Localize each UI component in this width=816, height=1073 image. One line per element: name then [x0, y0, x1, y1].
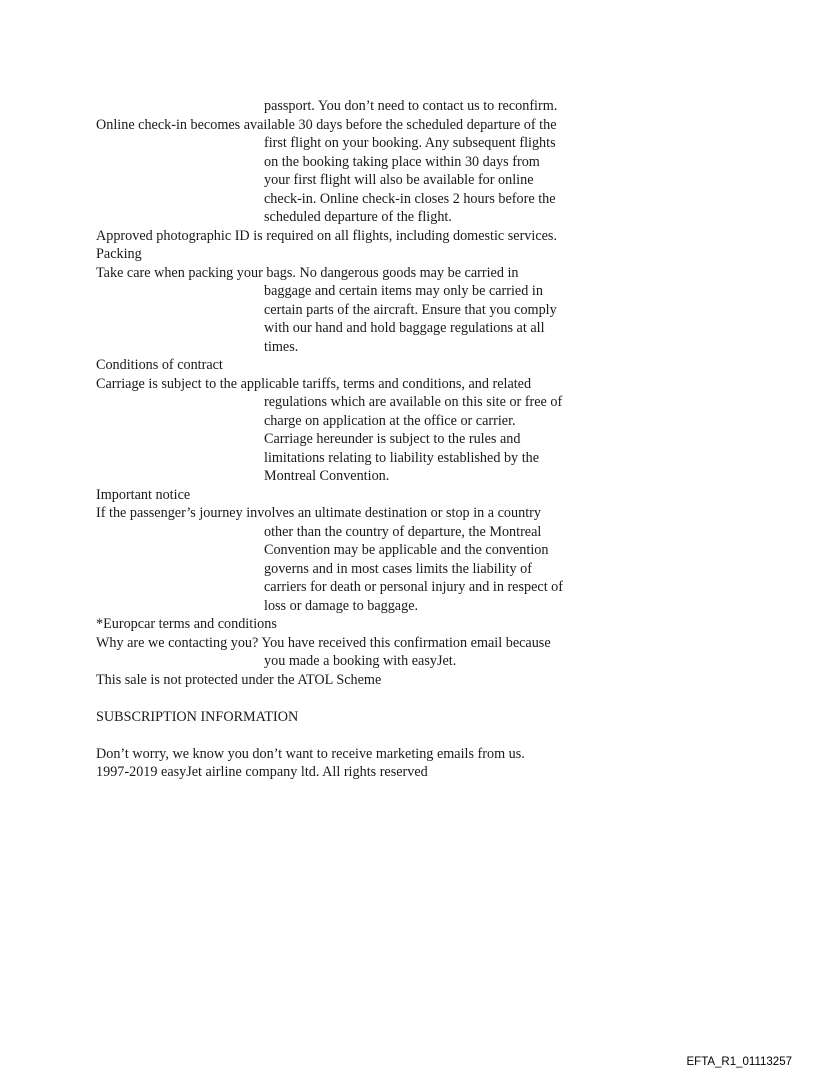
packing-paragraph: Take care when packing your bags. No dangerous goods may be carried in baggage and certain items may only be carried in certain parts of the aircraft. Ensure that you comply with our hand and hold baggage regulations at all times.	[96, 264, 557, 355]
document-body	[96, 97, 566, 782]
important-notice-paragraph: If the passenger’s journey involves an ultimate destination or stop in a country other than the country of departure, the Montreal Convention may be applicable and the convention governs and in most cases limits the liability of carriers for death or personal injury and in respect of loss or damage to baggage.	[96, 505, 563, 614]
europcar-terms-link[interactable]: *Europcar terms and conditions	[96, 616, 277, 632]
spacer	[96, 726, 566, 745]
online-check-in-paragraph: Online check-in becomes available 30 days before the scheduled departure of the first flight on your booking. Any subsequent flights on the booking taking place within 30 days from your first flight will also be available for online check-in. Online check-in closes 2 hours before the scheduled departure of the flight.	[96, 116, 557, 225]
copyright-line: 1997-2019 easyJet airline company ltd. All rights reserved	[96, 764, 428, 780]
unsubscribe-paragraph: Don’t worry, we know you don’t want to receive marketing emails from us.	[96, 745, 525, 762]
bates-number: EFTA_R1_01113257	[686, 1056, 792, 1068]
conditions-heading: Conditions of contract	[96, 357, 223, 373]
atol-notice: This sale is not protected under the ATOL Scheme	[96, 671, 382, 688]
spacer	[96, 689, 566, 708]
subscription-heading: SUBSCRIPTION INFORMATION	[96, 708, 299, 725]
important-notice-heading: Important notice	[96, 486, 191, 503]
why-contacting-paragraph: Why are we contacting you? You have received this confirmation email because you made a booking with easyJet.	[96, 634, 551, 669]
continued-text: passport. You don’t need to contact us to reconfirm.	[264, 98, 558, 114]
conditions-paragraph: Carriage is subject to the applicable tariffs, terms and conditions, and related regulations which are available on this site or free of charge on application at the office or carrier. Carriage hereunder is subject to the rules and limitations relating to liability established by the Montreal Convention.	[96, 375, 563, 484]
packing-heading: Packing	[96, 246, 142, 262]
photo-id-paragraph: Approved photographic ID is required on all flights, including domestic services.	[96, 227, 557, 244]
